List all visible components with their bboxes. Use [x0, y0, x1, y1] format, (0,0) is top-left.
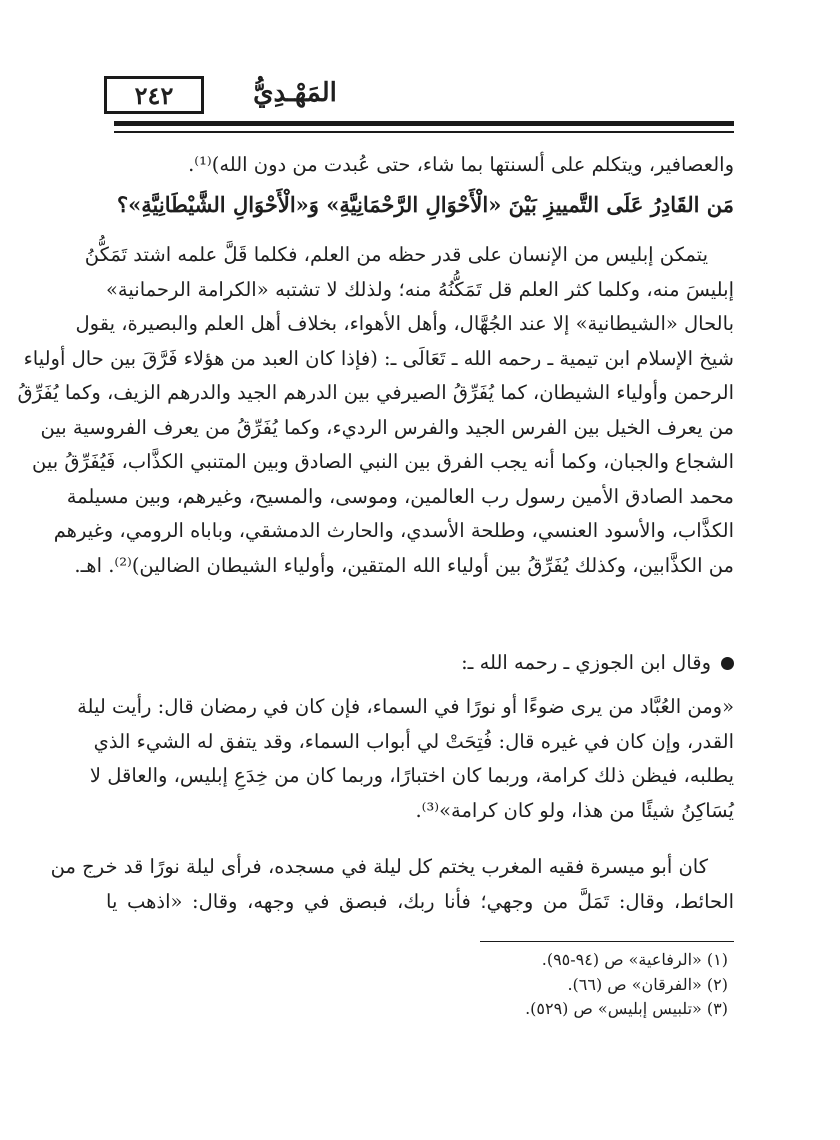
paragraph-ibn-al-jawzi-quote: [77, 690, 734, 828]
footnotes: [128, 948, 728, 1022]
text-line: الكذَّاب، والأسود العنسي، وطلحة الأسدي، والحارث الدمشقي، وباباه الرومي، وغيرهم: [53, 519, 734, 542]
text-line: القدر، وإن كان في غيره قال: فُتِحَتْ لي أبواب السماء، وقد يتفق له الشيء الذي: [93, 729, 734, 753]
text-line: يطلبه، فيظن ذلك كرامة، وربما كان اختبارًا، وربما كان من خِدَعِ إبليس، والعاقل لا: [89, 764, 734, 787]
text-line: يتمكن إبليس من الإنسان على قدر حظه من العلم، فكلما قَلَّ علمه اشتد تَمَكُّنُ: [84, 243, 708, 266]
running-title: المَهْـدِيُّ: [253, 78, 337, 108]
text-line: الرحمن وأولياء الشيطان، كما يُفَرِّقُ الصيرفي بين الدرهم الجيد والدرهم الزيف، وكما يُفَرِّقُ: [17, 381, 734, 404]
footnote: (١) «الرفاعية» ص (٩٤-٩٥).: [541, 950, 728, 969]
section-heading: مَن القَادِرُ عَلَى التَّمييزِ بَيْنَ «الْأَحْوَالِ الرَّحْمَانِيَّةِ» وَ«الْأَحْوَالِ الشَّيْطَانِيَّةِ»؟: [117, 192, 734, 217]
footnote: (٢) «الفرقان» ص (٦٦).: [567, 974, 728, 994]
text-line: والعصافير، ويتكلم على ألسنتها بما شاء، حتى عُبدت من دون الله)⁽¹⁾.: [188, 153, 734, 176]
text-line: الحائط، وقال: تَمَلَّ من وجهي؛ فأنا ربك، فبصق في وجهه، وقال: «اذهب يا: [106, 889, 734, 913]
bullet-paragraph: [106, 646, 734, 681]
bullet-icon: [721, 657, 734, 670]
text-line: «ومن العُبَّاد من يرى ضوءًا أو نورًا في السماء، فإن كان في رمضان قال: رأيت ليلة: [77, 695, 734, 718]
text-line: من يعرف الخيل بين الفرس الجيد والفرس الرديء، وكما يُفَرِّقُ من يعرف الفروسية بين: [40, 415, 734, 439]
text-line: إبليسَ منه، وكلما كثر العلم قل تَمَكُّنُهُ منه؛ ولذلك لا تشتبه «الكرامة الرحمانية»: [106, 277, 734, 301]
header-rule-thick: [114, 121, 734, 126]
paragraph-continuation: [106, 148, 734, 183]
text-line: من الكذَّابين، وكذلك يُفَرِّقُ بين أولياء الله المتقين، وأولياء الشيطان الضالين)⁽²⁾. اهـ.: [74, 553, 734, 577]
text-line: يُسَاكِنُ شيئًا من هذا، ولو كان كرامة»⁽³⁾.: [415, 798, 734, 822]
header-rule-thin: [114, 131, 734, 133]
text-line: كان أبو ميسرة فقيه المغرب يختم كل ليلة في مسجده، فرأى ليلة نورًا قد خرج من: [50, 855, 708, 878]
text-line: شيخ الإسلام ابن تيمية ـ رحمه الله ـ تَعَالَى ـ: (فإذا كان العبد من هؤلاء فَرَّقَ بين حال أولياء: [23, 346, 734, 370]
footnote: (٣) «تلبيس إبليس» ص (٥٢٩).: [525, 999, 728, 1018]
text-line: الشجاع والجبان، وكما أنه يجب الفرق بين النبي الصادق وبين المتنبي الكذَّاب، فَيُفَرِّقُ بين: [31, 450, 734, 473]
bullet-text: وقال ابن الجوزي ـ رحمه الله ـ:: [461, 651, 711, 674]
text-line: بالحال «الشيطانية» إلا عند الجُهَّال، وأهل الأهواء، بخلاف أهل العلم والبصيرة، يقول: [75, 312, 734, 335]
page-number: ٢٤٢: [104, 76, 204, 114]
paragraph-abu-maysara: [50, 850, 734, 919]
footnote-separator: [480, 941, 734, 942]
paragraph-ibn-taymiyyah: [17, 238, 734, 583]
text-line: محمد الصادق الأمين رسول رب العالمين، وموسى، والمسيح، وغيرهم، وبين مسيلمة: [66, 484, 734, 508]
